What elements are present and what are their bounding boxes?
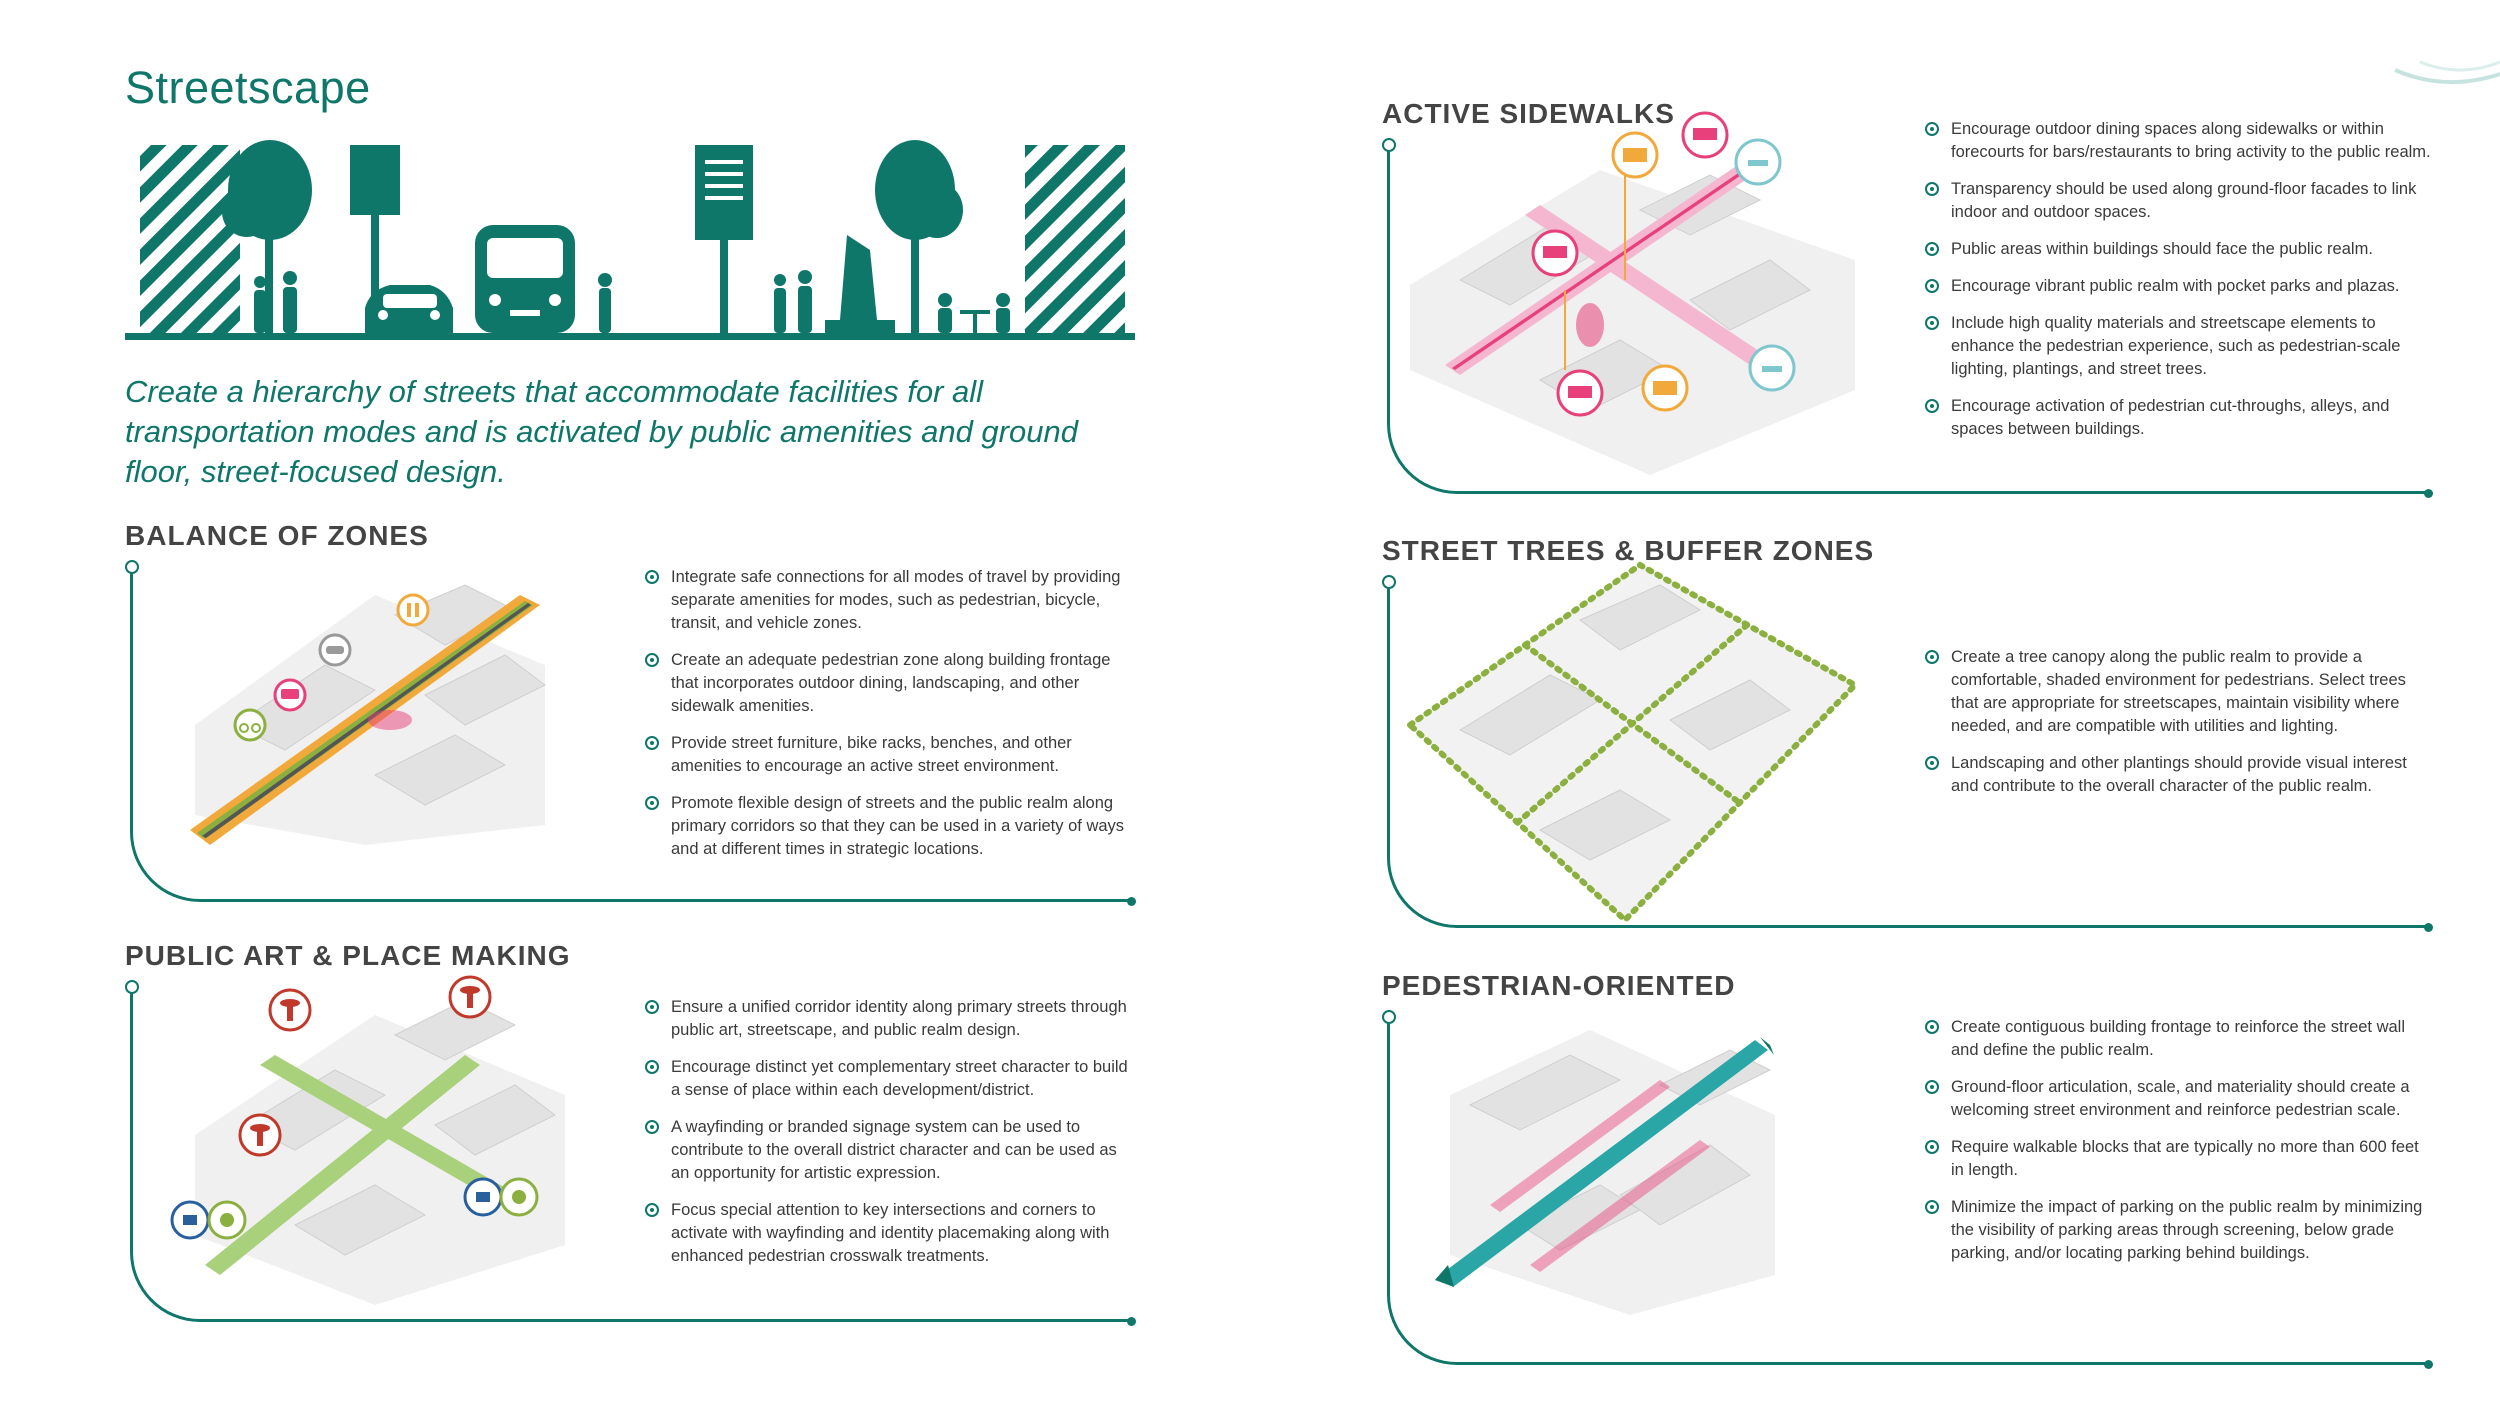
bullet-item: Encourage outdoor dining spaces along sidewalks or within forecourts for bars/restaurants to bring activity to the public realm. xyxy=(1925,118,2435,164)
restaurant-marker-icon xyxy=(1533,231,1577,275)
bullet-item: A wayfinding or branded signage system can be used to contribute to the overall district character and can be used as an opportunity for artistic expression. xyxy=(645,1116,1135,1185)
pedestrian-oriented-illustration xyxy=(1430,1025,1780,1315)
public-art-marker-icon xyxy=(240,1115,280,1155)
bullet-target-icon xyxy=(1925,1140,1939,1154)
wayfinding-marker-icon xyxy=(465,1179,501,1215)
bullets-public-art xyxy=(645,996,1135,1282)
section-title-street-trees: STREET TREES & BUFFER ZONES xyxy=(1382,535,1875,566)
bullet-item: Integrate safe connections for all modes of travel by providing separate amenities for modes, such as pedestrian, bicycle, transit, and vehicle zones. xyxy=(645,566,1135,635)
bus-icon xyxy=(475,225,575,333)
section-title-balance-of-zones: BALANCE OF ZONES xyxy=(125,520,429,551)
bullet-target-icon xyxy=(645,796,659,810)
bullet-target-icon xyxy=(645,736,659,750)
bullet-target-icon xyxy=(1925,122,1939,136)
bullet-item: Provide street furniture, bike racks, benches, and other amenities to encourage an active street environment. xyxy=(645,732,1135,778)
transit-marker-icon xyxy=(275,680,305,710)
bullet-item: Promote flexible design of streets and the public realm along primary corridors so that they can be used in a variety of ways and at different times in strategic locations. xyxy=(645,792,1135,861)
bullet-item: Transparency should be used along ground-floor facades to link indoor and outdoor spaces. xyxy=(1925,178,2435,224)
page-title: Streetscape xyxy=(125,62,371,113)
pedestrians-icon xyxy=(254,271,297,333)
public-art-icon xyxy=(825,235,895,333)
pedestrian-marker-icon xyxy=(398,595,428,625)
seating-marker-icon xyxy=(1736,140,1780,184)
bullet-item: Ground-floor articulation, scale, and materiality should create a welcoming street environment and reinforce pedestrian scale. xyxy=(1925,1076,2435,1122)
bullet-target-icon xyxy=(1925,1020,1939,1034)
bullet-target-icon xyxy=(645,1120,659,1134)
bullet-item: Ensure a unified corridor identity along primary streets through public art, streetscape, and public realm design. xyxy=(645,996,1135,1042)
bullets-pedestrian-oriented xyxy=(1925,1016,2435,1279)
storefront-marker-icon xyxy=(1613,133,1657,177)
public-art-illustration xyxy=(165,975,585,1315)
bullet-item: Encourage activation of pedestrian cut-throughs, alleys, and spaces between buildings. xyxy=(1925,395,2435,441)
outdoor-dining-icon xyxy=(938,293,1010,333)
storefront-marker-icon xyxy=(1643,366,1687,410)
balance-of-zones-illustration xyxy=(175,575,560,855)
bullet-item: Encourage vibrant public realm with pocket parks and plazas. xyxy=(1925,275,2435,298)
bullet-target-icon xyxy=(1925,1080,1939,1094)
bullet-target-icon xyxy=(1925,756,1939,770)
bullet-item: Create contiguous building frontage to reinforce the street wall and define the public realm. xyxy=(1925,1016,2435,1062)
bullet-item: Create an adequate pedestrian zone along building frontage that incorporates outdoor dining, landscaping, and other sidewalk amenities. xyxy=(645,649,1135,718)
bullet-item: Require walkable blocks that are typically no more than 600 feet in length. xyxy=(1925,1136,2435,1182)
public-art-marker-icon xyxy=(270,990,310,1030)
bullet-target-icon xyxy=(1925,316,1939,330)
bullet-item: Minimize the impact of parking on the public realm by minimizing the visibility of parking areas through screening, below grade parking, and/or locating parking behind buildings. xyxy=(1925,1196,2435,1265)
streetscape-banner-illustration xyxy=(125,140,1135,345)
bullet-target-icon xyxy=(1925,650,1939,664)
intro-statement: Create a hierarchy of streets that accommodate facilities for all transportation modes and is activated by public amenities and ground floor, street-focused design. xyxy=(125,374,1078,489)
landscape-marker-icon xyxy=(209,1202,245,1238)
bullets-balance-of-zones xyxy=(645,566,1135,875)
restaurant-marker-icon xyxy=(1683,113,1727,157)
wayfinding-sign-icon xyxy=(695,145,753,333)
section-title-pedestrian-oriented: PEDESTRIAN-ORIENTED xyxy=(1382,970,1736,1001)
seating-marker-icon xyxy=(1750,346,1794,390)
bullet-target-icon xyxy=(645,1060,659,1074)
bicycle-marker-icon xyxy=(235,710,265,740)
bullet-item: Encourage distinct yet complementary street character to build a sense of place within each development/district. xyxy=(645,1056,1135,1102)
bullet-target-icon xyxy=(645,1203,659,1217)
pedestrians-group-icon xyxy=(774,270,812,333)
public-art-marker-icon xyxy=(450,977,490,1017)
bullet-target-icon xyxy=(1925,242,1939,256)
bullet-item: Public areas within buildings should face the public realm. xyxy=(1925,238,2435,261)
bullet-target-icon xyxy=(1925,1200,1939,1214)
street-trees-illustration xyxy=(1400,560,1860,930)
section-title-active-sidewalks: ACTIVE SIDEWALKS xyxy=(1382,98,1675,129)
bullet-item: Landscaping and other plantings should provide visual interest and contribute to the overall character of the public realm. xyxy=(1925,752,2435,798)
bullet-target-icon xyxy=(645,1000,659,1014)
restaurant-marker-icon xyxy=(1558,371,1602,415)
bullet-target-icon xyxy=(1925,182,1939,196)
bullet-target-icon xyxy=(645,653,659,667)
bullets-active-sidewalks xyxy=(1925,118,2435,455)
bullet-item: Focus special attention to key intersections and corners to activate with wayfinding and identity placemaking along with enhanced pedestrian crosswalk treatments. xyxy=(645,1199,1135,1268)
bullet-target-icon xyxy=(645,570,659,584)
landscape-marker-icon xyxy=(501,1179,537,1215)
wayfinding-marker-icon xyxy=(172,1202,208,1238)
section-title-public-art: PUBLIC ART & PLACE MAKING xyxy=(125,940,571,971)
cyclist-icon xyxy=(598,273,612,333)
vehicle-marker-icon xyxy=(320,635,350,665)
bullet-target-icon xyxy=(1925,399,1939,413)
car-icon xyxy=(365,285,453,333)
bullet-item: Create a tree canopy along the public realm to provide a comfortable, shaded environment for pedestrians. Select trees that are appropriate for streetscapes, maintain visibility where needed, and are compatible with utilities and lighting. xyxy=(1925,646,2435,738)
bullets-street-trees xyxy=(1925,646,2435,812)
building-left-icon xyxy=(140,145,240,333)
corner-decoration xyxy=(2390,52,2500,92)
active-sidewalks-illustration xyxy=(1400,110,1860,480)
bullet-target-icon xyxy=(1925,279,1939,293)
bullet-item: Include high quality materials and streetscape elements to enhance the pedestrian experience, such as pedestrian-scale lighting, plantings, and street trees. xyxy=(1925,312,2435,381)
building-right-icon xyxy=(1025,145,1125,333)
